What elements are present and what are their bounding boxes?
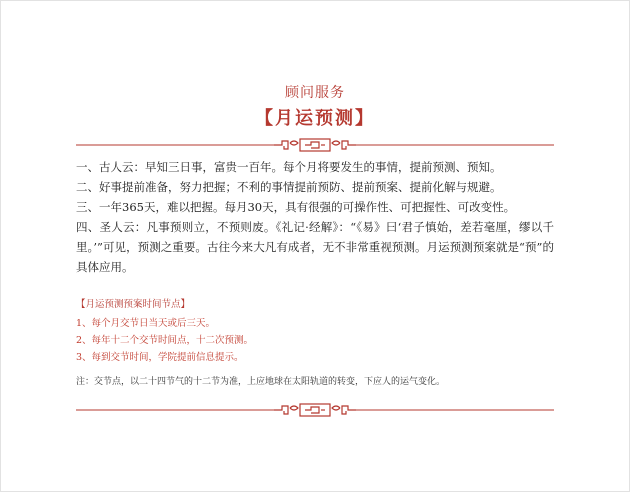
intro-paragraph-1: 一、古人云：早知三日事，富贵一百年。每个月将要发生的事情，提前预测、预知。 (76, 160, 502, 174)
page-title: 【月运预测】 (255, 108, 375, 129)
schedule-item: 2、每年十二个交节时间点，十二次预测。 (76, 335, 254, 346)
chinese-cloud-ornament-icon (76, 137, 554, 153)
schedule-list (76, 315, 253, 366)
chinese-cloud-ornament-icon (76, 402, 554, 418)
intro-paragraph-4: 四、圣人云：凡事预则立，不预则废。《礼记·经解》：“《易》曰‘君子慎始，差若毫厘，缪以千里。’”可见，预测之重要。古往今来大凡有成者，无不非常重视预测。月运预测预案就是“预”的具体应用。 (76, 220, 554, 274)
schedule-item: 1、每个月交节日当天或后三天。 (76, 318, 216, 329)
schedule-title: 【月运预测预案时间节点】 (76, 299, 191, 310)
intro-paragraph-2: 二、好事提前准备，努力把握；不利的事情提前预防、提前预案、提前化解与规避。 (76, 180, 502, 194)
intro-paragraph-3: 三、一年365天，难以把握。每月30天，具有很强的可操作性、可把握性、可改变性。 (76, 200, 516, 214)
schedule-item: 3、每到交节时间，学院提前信息提示。 (76, 352, 244, 363)
intro-section (76, 157, 554, 277)
top-divider (76, 137, 554, 153)
bottom-divider (76, 402, 554, 418)
footnote: 注：交节点，以二十四节气的十二节为准，上应地球在太阳轨道的转变，下应人的运气变化。 (76, 377, 446, 387)
section-subtitle: 顾问服务 (285, 85, 345, 101)
